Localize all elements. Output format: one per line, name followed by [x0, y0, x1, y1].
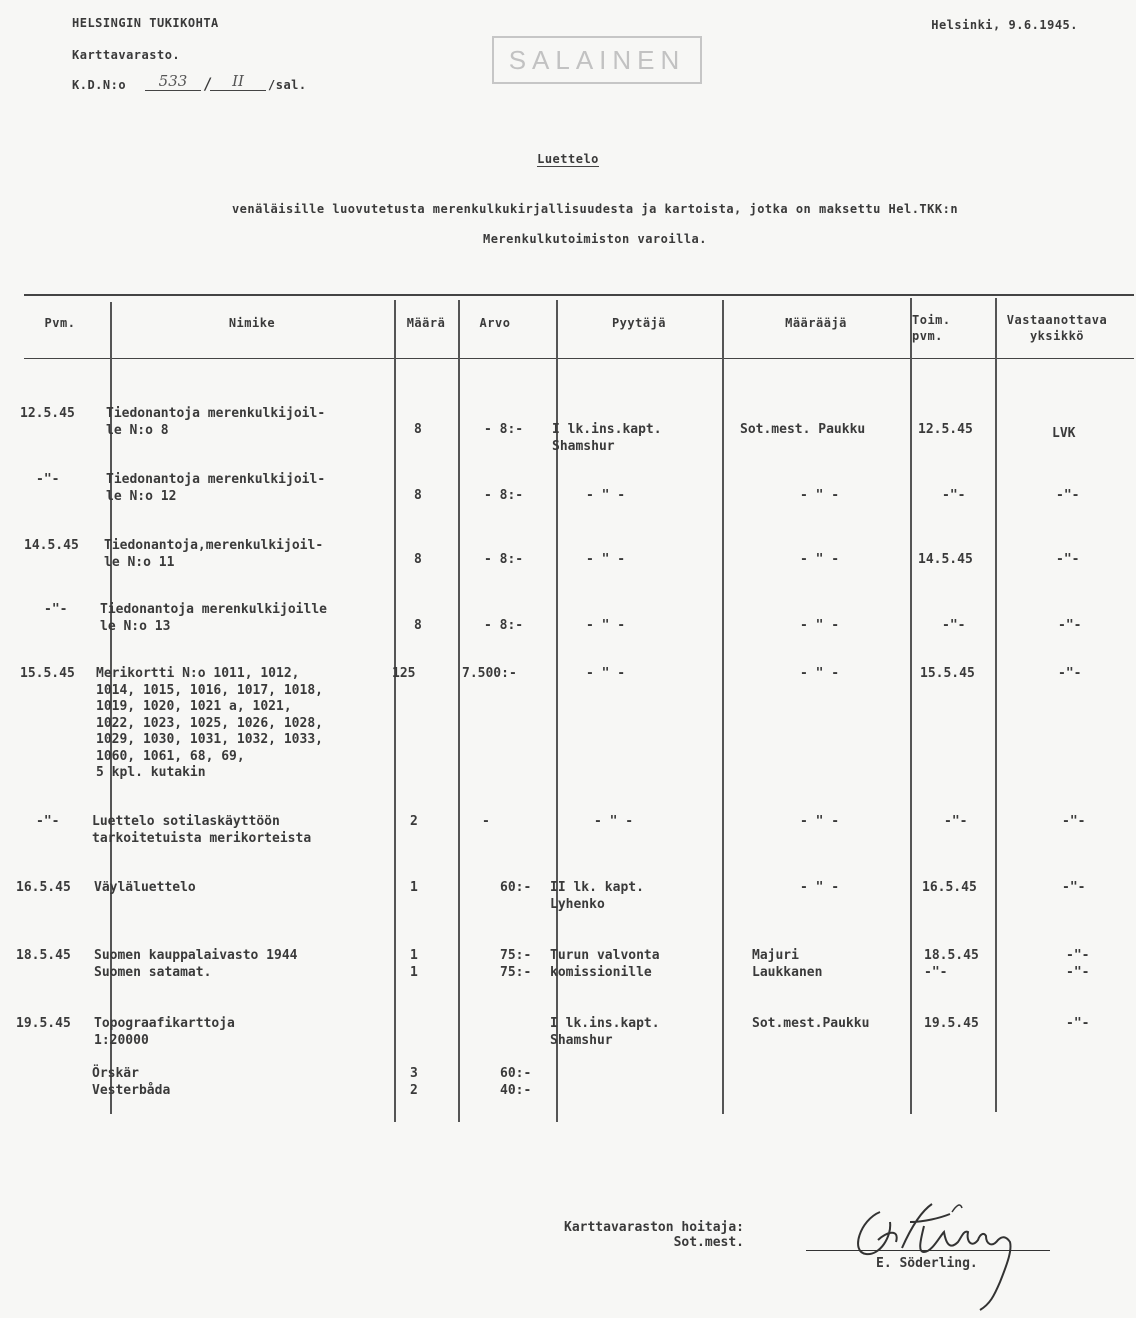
- secret-stamp: SALAINEN: [492, 36, 702, 84]
- row-1-toim-pvm: 12.5.45: [918, 422, 973, 437]
- row-6-yksikko: -"-: [1062, 814, 1086, 829]
- row-2-pyytaja: - " -: [586, 488, 626, 503]
- row-10-nimike: Örskär Vesterbåda: [92, 1066, 171, 1098]
- row-5-yksikko: -"-: [1058, 666, 1082, 681]
- row-2-maara: 8: [414, 488, 422, 503]
- header-maaraaja: Määrääjä: [785, 316, 847, 330]
- row-8-pvm: 18.5.45: [16, 948, 71, 963]
- row-3-arvo: - 8:-: [484, 552, 524, 567]
- subtitle-line-2: Merenkulkutoimiston varoilla.: [482, 232, 707, 246]
- header-nimike: Nimike: [228, 316, 276, 330]
- row-9-yksikko: -"-: [1066, 1016, 1090, 1031]
- row-1-yksikko: LVK: [1052, 426, 1076, 441]
- row-3-yksikko: -"-: [1056, 552, 1080, 567]
- row-6-nimike: Luettelo sotilaskäyttöön tarkoitetuista merikorteista: [92, 814, 312, 846]
- row-2-yksikko: -"-: [1056, 488, 1080, 503]
- row-7-nimike: Väyläluettelo: [94, 880, 196, 895]
- handwritten-signature: [840, 1192, 1060, 1312]
- kd-slash: /: [203, 74, 213, 93]
- row-3-maara: 8: [414, 552, 422, 567]
- row-5-pyytaja: - " -: [586, 666, 626, 681]
- row-8-yksikko: -"- -"-: [1066, 948, 1090, 980]
- organization-name: HELSINGIN TUKIKOHTA: [72, 16, 219, 30]
- row-4-toim-pvm: -"-: [942, 618, 966, 633]
- row-7-maaraaja: - " -: [800, 880, 840, 895]
- row-3-pyytaja: - " -: [586, 552, 626, 567]
- row-6-maaraaja: - " -: [800, 814, 840, 829]
- row-2-maaraaja: - " -: [800, 488, 840, 503]
- row-3-maaraaja: - " -: [800, 552, 840, 567]
- row-3-nimike: Tiedonantoja,merenkulkijoil- le N:o 11: [104, 538, 324, 570]
- column-divider: [458, 300, 460, 1122]
- row-6-maara: 2: [410, 814, 418, 829]
- kd-number: 533: [145, 72, 201, 91]
- row-2-toim-pvm: -"-: [942, 488, 966, 503]
- row-8-toim-pvm: 18.5.45 -"-: [924, 948, 979, 980]
- table-top-rule: [24, 294, 1134, 296]
- row-2-nimike: Tiedonantoja merenkulkijoil- le N:o 12: [106, 472, 326, 504]
- row-7-yksikko: -"-: [1062, 880, 1086, 895]
- row-4-arvo: - 8:-: [484, 618, 524, 633]
- row-4-maara: 8: [414, 618, 422, 633]
- row-7-toim-pvm: 16.5.45: [922, 880, 977, 895]
- row-5-nimike: Merikortti N:o 1011, 1012, 1014, 1015, 1016, 1017, 1018, 1019, 1020, 1021 a, 1021, 1022, 1023, 1025, 1026, 1028, 1029, 1030, 1031, 1032, 1033, 1060, 1061, 68, 69, 5 kpl. kutakin: [96, 666, 323, 780]
- row-4-yksikko: -"-: [1058, 618, 1082, 633]
- table-header-rule: [24, 358, 1134, 359]
- row-1-arvo: - 8:-: [484, 422, 524, 437]
- row-8-arvo: 75:- 75:-: [500, 948, 532, 980]
- row-7-pvm: 16.5.45: [16, 880, 71, 895]
- row-6-pyytaja: - " -: [594, 814, 634, 829]
- row-5-arvo: 7.500:-: [462, 666, 517, 681]
- column-divider: [995, 298, 997, 1112]
- header-maara: Määrä: [406, 316, 446, 330]
- header-pvm: Pvm.: [44, 316, 76, 330]
- column-divider: [394, 300, 396, 1122]
- row-1-maara: 8: [414, 422, 422, 437]
- row-10-maara: 3 2: [410, 1066, 418, 1098]
- row-5-toim-pvm: 15.5.45: [920, 666, 975, 681]
- column-divider: [722, 300, 724, 1114]
- header-arvo: Arvo: [479, 316, 511, 330]
- row-5-maara: 125: [392, 666, 416, 681]
- header-pyytaja: Pyytäjä: [611, 316, 667, 330]
- row-5-maaraaja: - " -: [800, 666, 840, 681]
- subtitle-line-1: venäläisille luovutetusta merenkulkukirjallisuudesta ja kartoista, jotka on maksettu Hel.TKK:n: [231, 202, 959, 216]
- row-9-pyytaja: I lk.ins.kapt. Shamshur: [550, 1016, 660, 1048]
- header-vastaanottava: Vastaanottava yksikkö: [1006, 313, 1108, 343]
- row-10-arvo: 60:- 40:-: [500, 1066, 532, 1098]
- row-2-pvm: -"-: [36, 472, 60, 487]
- row-7-arvo: 60:-: [500, 880, 532, 895]
- row-7-maara: 1: [410, 880, 418, 895]
- row-3-pvm: 14.5.45: [24, 538, 79, 553]
- document-title: [0, 152, 1136, 167]
- row-7-pyytaja: II lk. kapt. Lyhenko: [550, 880, 644, 912]
- row-1-pyytaja: I lk.ins.kapt. Shamshur: [552, 422, 662, 454]
- kd-section: II: [210, 72, 266, 91]
- column-divider: [910, 298, 912, 1114]
- row-9-toim-pvm: 19.5.45: [924, 1016, 979, 1031]
- row-4-pvm: -"-: [44, 602, 68, 617]
- row-4-maaraaja: - " -: [800, 618, 840, 633]
- row-1-nimike: Tiedonantoja merenkulkijoil- le N:o 8: [106, 406, 326, 438]
- row-1-maaraaja: Sot.mest. Paukku: [740, 422, 866, 437]
- row-9-maaraaja: Sot.mest.Paukku: [752, 1016, 870, 1031]
- row-4-pyytaja: - " -: [586, 618, 626, 633]
- document-title-text: Luettelo: [537, 152, 599, 166]
- signature-label: Karttavaraston hoitaja: Sot.mest.: [564, 1220, 745, 1250]
- row-8-pyytaja: Turun valvonta komissionille: [550, 948, 660, 980]
- row-9-nimike: Topograafikarttoja 1:20000: [94, 1016, 235, 1048]
- row-6-toim-pvm: -"-: [944, 814, 968, 829]
- row-3-toim-pvm: 14.5.45: [918, 552, 973, 567]
- row-8-maara: 1 1: [410, 948, 418, 980]
- kd-prefix: K.D.N:o: [72, 78, 127, 92]
- department-name: Karttavarasto.: [72, 48, 181, 62]
- row-6-arvo: -: [482, 814, 490, 829]
- header-toim-pvm: Toim. pvm.: [912, 313, 951, 343]
- row-8-nimike: Suomen kauppalaivasto 1944 Suomen satamat.: [94, 948, 298, 980]
- row-9-pvm: 19.5.45: [16, 1016, 71, 1031]
- signature-name: E. Söderling.: [876, 1256, 978, 1271]
- row-5-pvm: 15.5.45: [20, 666, 75, 681]
- row-1-pvm: 12.5.45: [20, 406, 75, 421]
- kd-suffix: /sal.: [268, 78, 307, 92]
- document-date: Helsinki, 9.6.1945.: [931, 18, 1078, 32]
- row-2-arvo: - 8:-: [484, 488, 524, 503]
- row-8-maaraaja: Majuri Laukkanen: [752, 948, 823, 980]
- row-6-pvm: -"-: [36, 814, 60, 829]
- row-4-nimike: Tiedonantoja merenkulkijoille le N:o 13: [100, 602, 327, 634]
